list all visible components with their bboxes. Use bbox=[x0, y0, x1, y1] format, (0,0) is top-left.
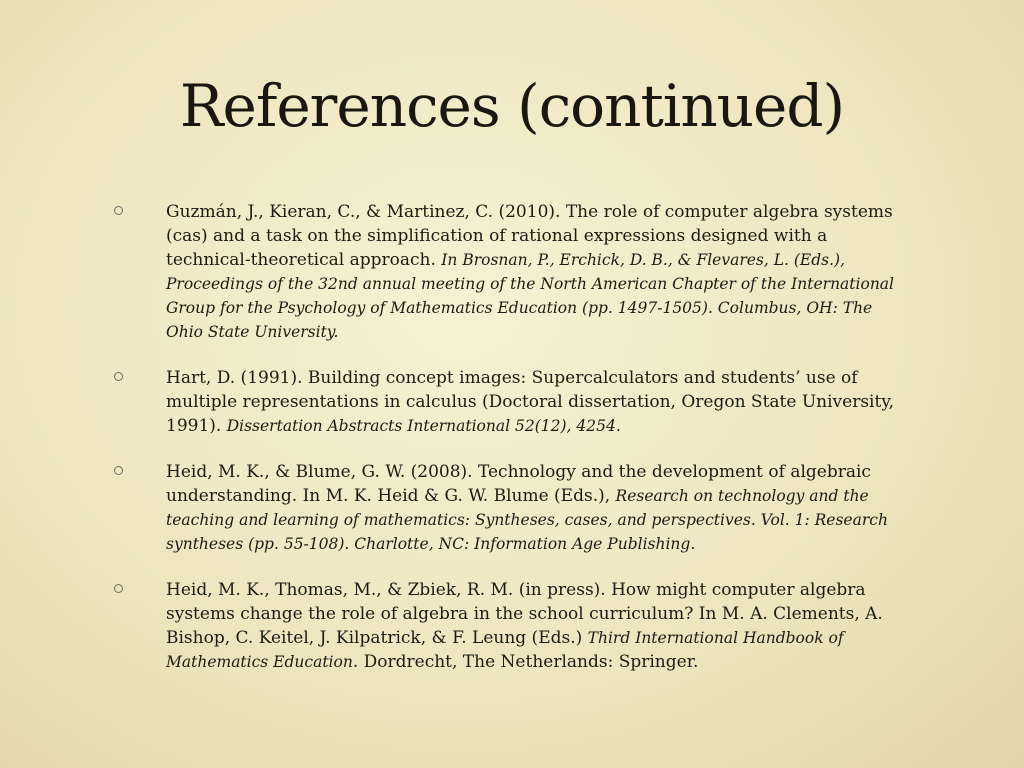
reference-tail-text: . Dordrecht, The Netherlands: Springer. bbox=[352, 652, 699, 672]
reference-list bbox=[110, 200, 910, 696]
reference-italic-text: Dissertation Abstracts International 52(12), 4254. bbox=[226, 417, 621, 435]
reference-italic-text: Third International Handbook of Mathematics Education bbox=[166, 629, 844, 671]
reference-item bbox=[110, 200, 910, 344]
reference-text: Heid, M. K., & Blume, G. W. (2008). Technology and the development of algebraic understanding. In M. K. Heid & G. W. Blume (Eds.), bbox=[166, 462, 871, 506]
slide-title: References (continued) bbox=[179, 72, 845, 140]
reference-item bbox=[110, 460, 910, 556]
bullet-circle-icon bbox=[114, 206, 123, 215]
reference-text: Guzmán, J., Kieran, C., & Martinez, C. (2010). The role of computer algebra systems (cas) and a task on the simplification of rational expressions designed with a technical-theoretical approach. bbox=[166, 202, 893, 270]
reference-text: Heid, M. K., Thomas, M., & Zbiek, R. M. (in press). How might computer algebra systems change the role of algebra in the school curriculum? In M. A. Clements, A. Bishop, C. Keitel, J. Kilpatrick, & F. Leung (Eds.) bbox=[166, 580, 883, 648]
bullet-circle-icon bbox=[114, 584, 123, 593]
reference-text: Hart, D. (1991). Building concept images: Supercalculators and students’ use of multiple representations in calculus (Doctoral dissertation, Oregon State University, 1991). bbox=[166, 368, 895, 436]
bullet-circle-icon bbox=[114, 372, 123, 381]
reference-italic-text: In Brosnan, P., Erchick, D. B., & Flevares, L. (Eds.), Proceedings of the 32nd annual meeting of the North American Chapter of the International Group for the Psychology of Mathematics Education (pp. 1497-1505). Columbus, OH: The Ohio State University. bbox=[166, 251, 895, 341]
reference-item bbox=[110, 578, 910, 674]
bullet-circle-icon bbox=[114, 466, 123, 475]
reference-item bbox=[110, 366, 910, 438]
reference-italic-text: Research on technology and the teaching and learning of mathematics: Syntheses, cases, and perspectives. Vol. 1: Research syntheses (pp. 55-108). Charlotte, NC: Information Age Publishing. bbox=[166, 487, 888, 553]
